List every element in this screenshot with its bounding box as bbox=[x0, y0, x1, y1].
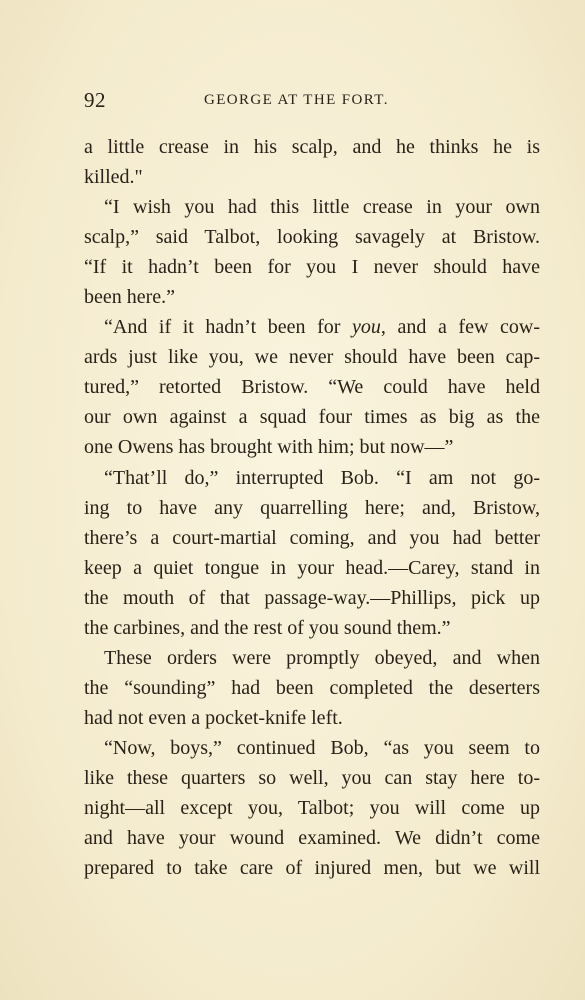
text-line: a little crease in his scalp, and he thinks he is bbox=[84, 136, 540, 158]
text-line: our own against a squad four times as big as the bbox=[84, 406, 540, 429]
page-number: 92 bbox=[84, 88, 106, 112]
text-line: ards just like you, we never should have been cap- bbox=[84, 346, 540, 369]
text-line: night—all except you, Talbot; you will come up bbox=[84, 797, 540, 820]
text-line: had not even a pocket-knife left. bbox=[84, 706, 343, 729]
text-line: “If it hadn’t been for you I never should have bbox=[84, 256, 540, 279]
text-line: killed." bbox=[84, 166, 143, 189]
text-line: tured,” retorted Bristow. “We could have held bbox=[84, 376, 540, 399]
text-line: “And if it hadn’t been for you, and a few cow- bbox=[104, 316, 540, 339]
text-line: keep a quiet tongue in your head.—Carey, stand in bbox=[84, 556, 540, 579]
text-line: These orders were promptly obeyed, and when bbox=[104, 646, 540, 669]
text-line: the carbines, and the rest of you sound them.” bbox=[84, 616, 451, 639]
text-line: ing to have any quarrelling here; and, Bristow, bbox=[84, 496, 540, 519]
text-line: one Owens has brought with him; but now—” bbox=[84, 436, 454, 459]
text-line: there’s a court-martial coming, and you had better bbox=[84, 526, 540, 549]
emphasis: you bbox=[352, 316, 381, 339]
text-line: “Now, boys,” continued Bob, “as you seem to bbox=[104, 736, 540, 759]
text-line: prepared to take care of injured men, but we will bbox=[84, 857, 540, 880]
body-text bbox=[84, 132, 540, 883]
text-line: the mouth of that passage-way.—Phillips, pick up bbox=[84, 586, 540, 609]
text-line: “That’ll do,” interrupted Bob. “I am not go- bbox=[104, 466, 540, 489]
text-line: scalp,” said Talbot, looking savagely at Bristow. bbox=[84, 226, 540, 249]
text-line: like these quarters so well, you can stay here to- bbox=[84, 766, 540, 789]
text-line: the “sounding” had been completed the deserters bbox=[84, 676, 540, 699]
running-head: GEORGE AT THE FORT. bbox=[204, 92, 389, 108]
text-line: and have your wound examined. We didn’t come bbox=[84, 827, 540, 850]
page-header bbox=[84, 88, 544, 116]
text-line: been here.” bbox=[84, 286, 176, 309]
text-line: “I wish you had this little crease in your own bbox=[104, 196, 540, 219]
